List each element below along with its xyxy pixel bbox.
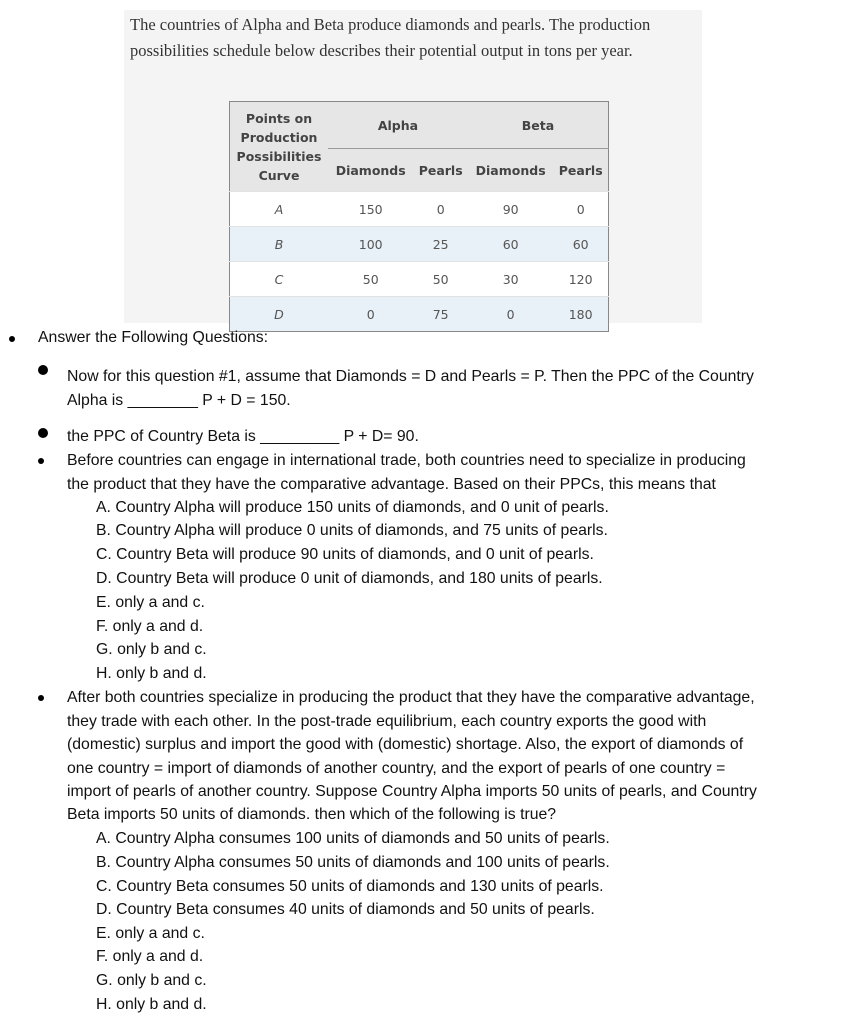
q3-option: A. Country Alpha will produce 150 units of diamonds, and 0 unit of pearls. <box>96 499 609 516</box>
table-row <box>230 192 609 227</box>
points-header: Points on Production Possibilities Curve <box>230 102 329 192</box>
q4-line: Beta imports 50 units of diamonds. then which of the following is true? <box>67 806 557 823</box>
table-cell: 60 <box>468 227 553 262</box>
q4-option: B. Country Alpha consumes 50 units of diamonds and 100 units of pearls. <box>96 854 610 871</box>
table-cell: 50 <box>328 262 413 297</box>
alpha-header: Alpha <box>328 102 468 149</box>
q3-option: F. only a and d. <box>96 618 204 635</box>
table-cell: 90 <box>468 192 553 227</box>
q1-line: Now for this question #1, assume that Diamonds = D and Pearls = P. Then the PPC of the Country <box>67 368 754 385</box>
table-row <box>230 297 609 332</box>
q3-option: D. Country Beta will produce 0 unit of diamonds, and 180 units of pearls. <box>96 570 603 587</box>
q4-option: E. only a and c. <box>96 925 205 942</box>
bullet-icon <box>38 365 48 375</box>
table-row <box>230 227 609 262</box>
bullet-icon <box>38 695 44 701</box>
table-cell: 60 <box>553 227 608 262</box>
point-label: B <box>230 227 329 262</box>
table-cell: 0 <box>328 297 413 332</box>
textbook-excerpt <box>124 10 702 323</box>
q4-line: (domestic) surplus and import the good with (domestic) shortage. Also, the export of diamonds of <box>67 736 744 753</box>
q3-line: the product that they have the comparative advantage. Based on their PPCs, this means that <box>67 476 716 493</box>
q4-option: F. only a and d. <box>96 948 204 965</box>
q4-line: import of pearls of another country. Suppose Country Alpha imports 50 units of pearls, and Country <box>67 783 757 800</box>
q3-option: H. only b and d. <box>96 665 207 682</box>
q4-line: After both countries specialize in producing the product that they have the comparative advantage, <box>67 689 755 706</box>
table-cell: 180 <box>553 297 608 332</box>
q3-option: G. only b and c. <box>96 641 207 658</box>
alpha-diamonds-header: Diamonds <box>328 149 413 192</box>
table-cell: 0 <box>468 297 553 332</box>
point-label: C <box>230 262 329 297</box>
table-row <box>230 262 609 297</box>
table-cell: 75 <box>413 297 468 332</box>
table-cell: 30 <box>468 262 553 297</box>
intro-text: The countries of Alpha and Beta produce diamonds and pearls. The production possibilities schedule below describes their potential output in tons per year. <box>130 15 651 60</box>
beta-header: Beta <box>468 102 609 149</box>
q3-option: E. only a and c. <box>96 594 205 611</box>
alpha-pearls-header: Pearls <box>413 149 468 192</box>
q3-line: Before countries can engage in international trade, both countries need to specialize in producing <box>67 452 746 469</box>
ppc-table <box>229 101 609 332</box>
table-cell: 0 <box>553 192 608 227</box>
q3-option: C. Country Beta will produce 90 units of diamonds, and 0 unit of pearls. <box>96 546 594 563</box>
questions-heading: Answer the Following Questions: <box>38 329 269 346</box>
q4-line: they trade with each other. In the post-trade equilibrium, each country exports the good with <box>67 713 707 730</box>
point-label: A <box>230 192 329 227</box>
table-cell: 0 <box>413 192 468 227</box>
bullet-icon <box>38 458 44 464</box>
bullet-icon <box>9 336 15 342</box>
table-cell: 100 <box>328 227 413 262</box>
q4-option: C. Country Beta consumes 50 units of diamonds and 130 units of pearls. <box>96 878 604 895</box>
q1-line: Alpha is ________ P + D = 150. <box>67 392 291 409</box>
table-cell: 50 <box>413 262 468 297</box>
q2-line: the PPC of Country Beta is _________ P + D= 90. <box>67 428 419 445</box>
point-label: D <box>230 297 329 332</box>
q4-line: one country = import of diamonds of another country, and the export of pearls of one country = <box>67 760 726 777</box>
table-cell: 120 <box>553 262 608 297</box>
table-cell: 150 <box>328 192 413 227</box>
q4-option: H. only b and d. <box>96 996 207 1013</box>
beta-pearls-header: Pearls <box>553 149 608 192</box>
q4-option: A. Country Alpha consumes 100 units of diamonds and 50 units of pearls. <box>96 830 610 847</box>
q4-option: D. Country Beta consumes 40 units of diamonds and 50 units of pearls. <box>96 901 595 918</box>
q4-option: G. only b and c. <box>96 972 207 989</box>
q3-option: B. Country Alpha will produce 0 units of diamonds, and 75 units of pearls. <box>96 522 608 539</box>
beta-diamonds-header: Diamonds <box>468 149 553 192</box>
table-cell: 25 <box>413 227 468 262</box>
bullet-icon <box>38 428 48 438</box>
